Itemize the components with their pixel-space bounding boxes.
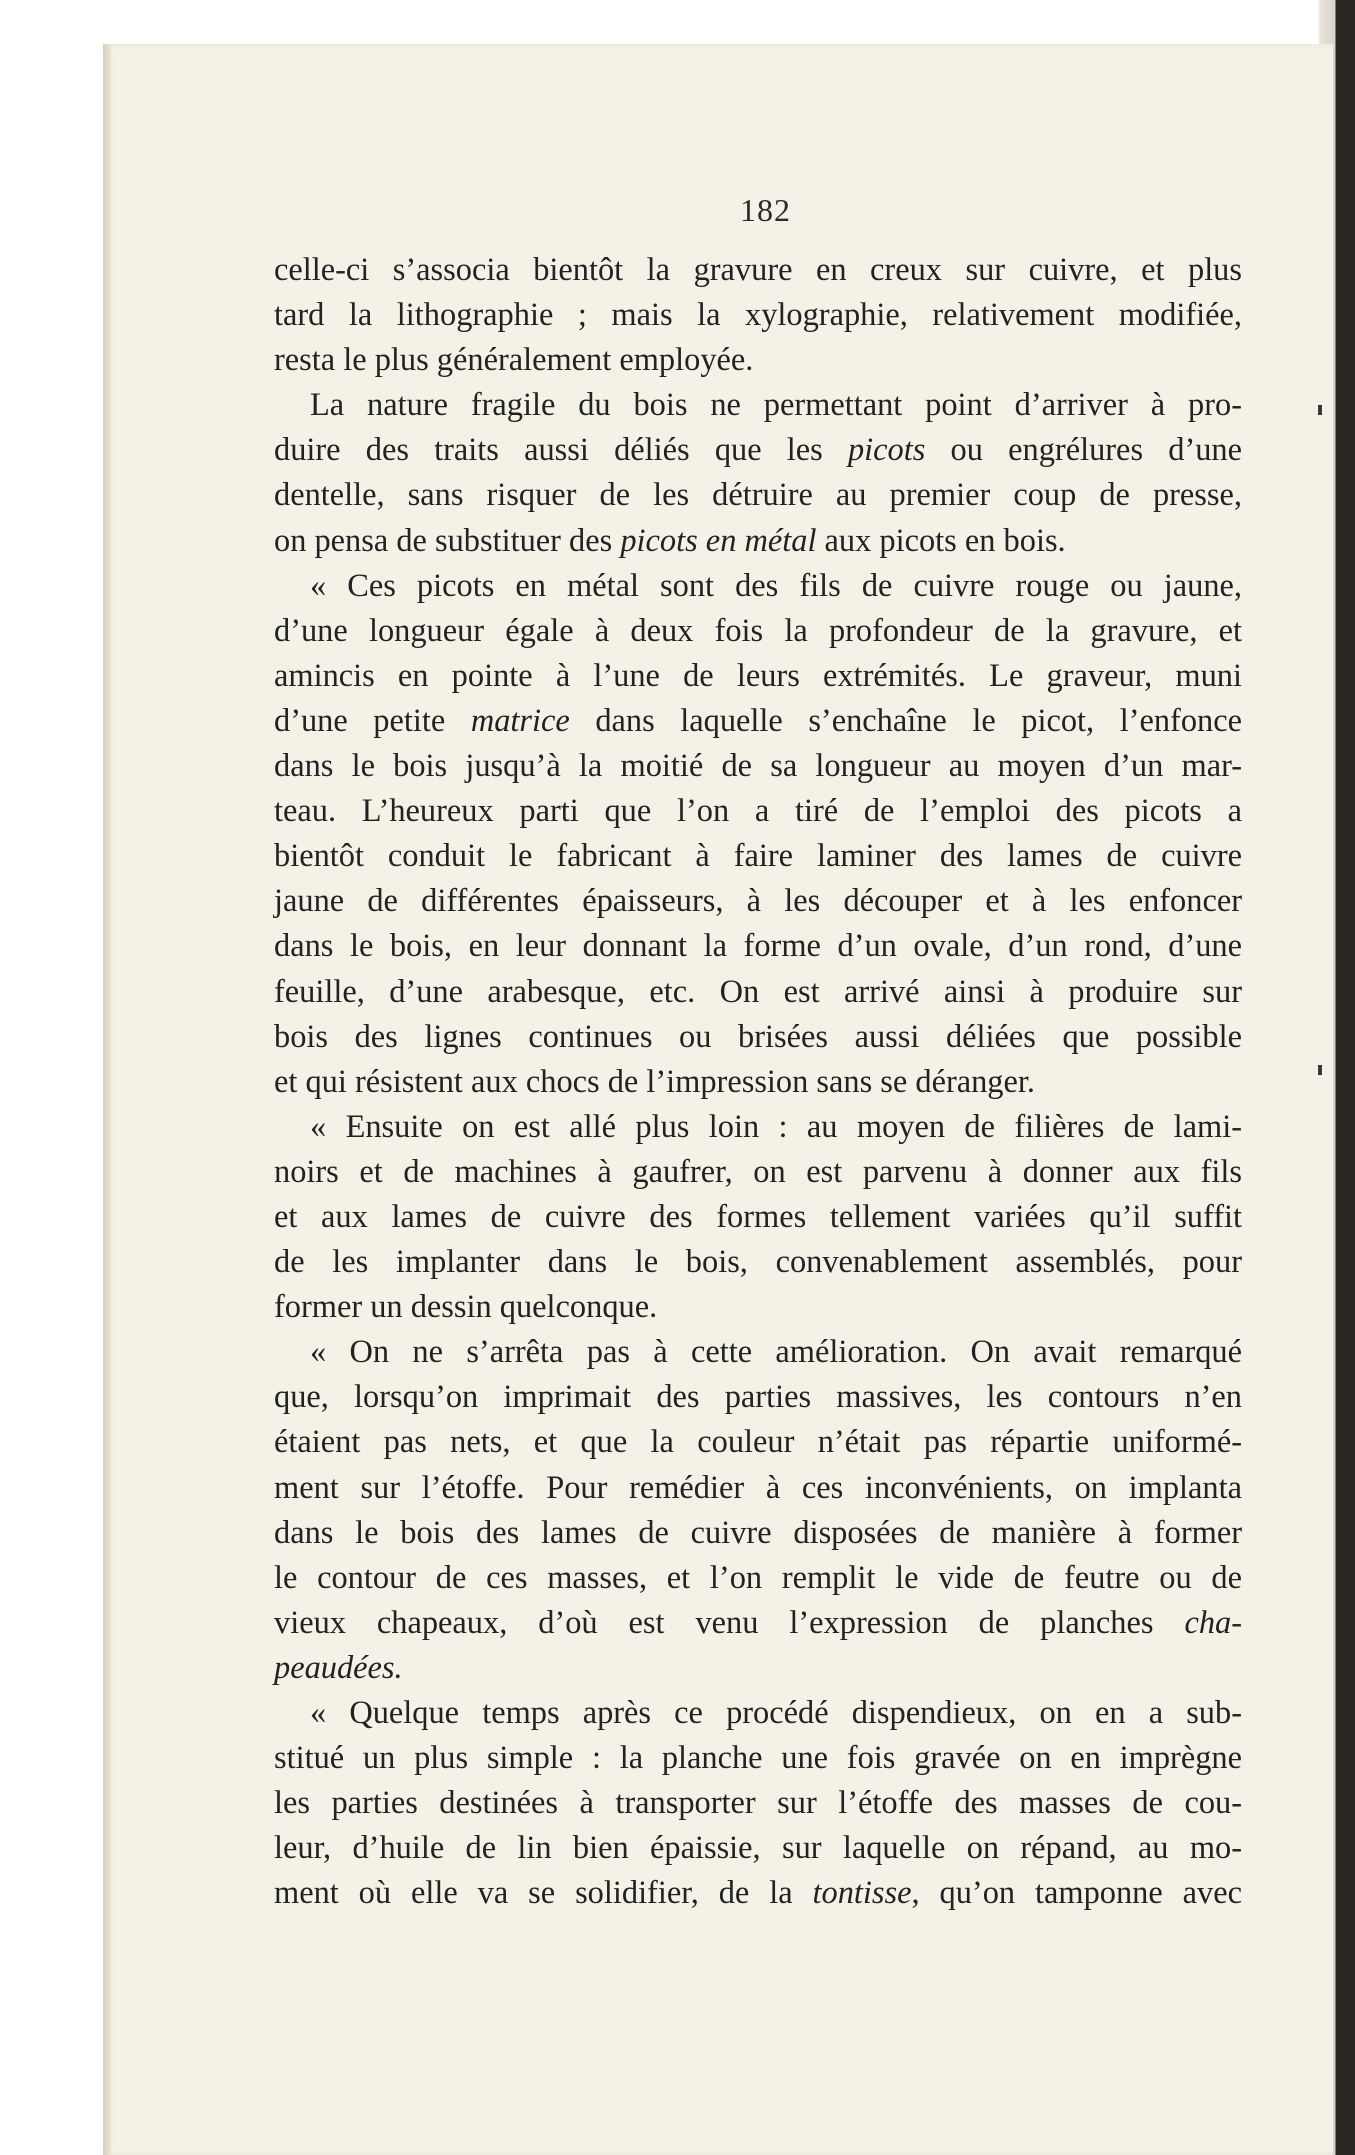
text-line: que, lorsqu’on imprimait des parties massives, les contours n’en (274, 1379, 1242, 1416)
text-line: noirs et de machines à gaufrer, on est parvenu à donner aux fils (274, 1153, 1242, 1190)
text-line: d’une longueur égale à deux fois la profondeur de la gravure, et (274, 612, 1242, 649)
text-line: leur, d’huile de lin bien épaissie, sur laquelle on répand, au mo- (274, 1830, 1242, 1867)
text-line: les parties destinées à transporter sur l’étoffe des masses de cou- (274, 1785, 1242, 1822)
text-line: et aux lames de cuivre des formes tellement variées qu’il suffit (274, 1198, 1242, 1235)
text-run: d’une petite (274, 702, 471, 739)
text-line: « Ces picots en métal sont des fils de cuivre rouge ou jaune, (310, 567, 1242, 604)
text-line (274, 1646, 1242, 1691)
text-line (274, 699, 1242, 744)
text-line (274, 428, 1242, 473)
text-line: feuille, d’une arabesque, etc. On est arrivé ainsi à produire sur (274, 973, 1242, 1010)
text-line (274, 1871, 1242, 1916)
text-line: « Ensuite on est allé plus loin : au moyen de filières de lami- (310, 1108, 1242, 1145)
margin-speck (1318, 405, 1322, 415)
text-run: dans laquelle s’enchaîne le picot, l’enfonce (569, 702, 1242, 739)
text-line: de les implanter dans le bois, convenablement assemblés, pour (274, 1244, 1242, 1281)
text-line: amincis en pointe à l’une de leurs extrémités. Le graveur, muni (274, 657, 1242, 694)
text-line: dans le bois jusqu’à la moitié de sa longueur au moyen d’un mar- (274, 748, 1242, 785)
text-line: dentelle, sans risquer de les détruire au premier coup de presse, (274, 477, 1242, 514)
text-line: La nature fragile du bois ne permettant point d’arriver à pro- (310, 387, 1242, 424)
margin-speck (1318, 1065, 1322, 1075)
text-line: « Quelque temps après ce procédé dispendieux, on en a sub- (310, 1695, 1242, 1731)
italic-term: peaudées. (274, 1649, 403, 1686)
text-line: dans le bois des lames de cuivre disposées de manière à former (274, 1514, 1242, 1551)
text-line (274, 1601, 1242, 1646)
text-run: duire des traits aussi déliés que les (274, 432, 848, 469)
text-line: former un dessin quelconque. (274, 1289, 658, 1326)
text-line: le contour de ces masses, et l’on remplit le vide de feutre ou de (274, 1559, 1242, 1596)
page-number: 182 (740, 192, 791, 228)
text-line: celle-ci s’associa bientôt la gravure en creux sur cuivre, et plus (274, 252, 1242, 288)
text-line: bientôt conduit le fabricant à faire laminer des lames de cuivre (274, 838, 1242, 875)
italic-term: tontisse (812, 1875, 912, 1912)
text-run: on pensa de substituer des (274, 522, 621, 559)
text-line: resta le plus généralement employée. (274, 342, 754, 379)
text-line: teau. L’heureux parti que l’on a tiré de l’emploi des picots a (274, 793, 1242, 830)
text-line: ment sur l’étoffe. Pour remédier à ces inconvénients, on implanta (274, 1469, 1242, 1506)
text-line: bois des lignes continues ou brisées aussi déliées que possible (274, 1018, 1242, 1055)
text-run: vieux chapeaux, d’où est venu l’expression de planches (274, 1604, 1185, 1641)
text-line: tard la lithographie ; mais la xylographie, relativement modifiée, (274, 297, 1242, 334)
text-line (274, 519, 1242, 564)
text-run: , qu’on tamponne avec (911, 1875, 1242, 1912)
italic-term: picots en métal (620, 522, 817, 559)
text-run: ou engrélures d’une (925, 432, 1242, 469)
italic-term: picots (847, 432, 926, 469)
italic-term: cha- (1184, 1604, 1242, 1641)
text-run: ment où elle va se solidifier, de la (274, 1875, 813, 1912)
text-run: aux picots en bois. (816, 522, 1066, 559)
body-text (274, 248, 1242, 1916)
italic-term: matrice (470, 702, 570, 739)
page-gutter-edge (103, 44, 111, 2155)
text-line: dans le bois, en leur donnant la forme d’un ovale, d’un rond, d’une (274, 928, 1242, 965)
text-line: « On ne s’arrêta pas à cette amélioration. On avait remarqué (310, 1334, 1242, 1371)
text-line: et qui résistent aux chocs de l’impression sans se déranger. (274, 1063, 1035, 1100)
text-line: étaient pas nets, et que la couleur n’était pas répartie uniformé- (274, 1424, 1242, 1461)
text-line: stitué un plus simple : la planche une fois gravée on en imprègne (274, 1740, 1242, 1777)
text-line: jaune de différentes épaisseurs, à les découper et à les enfoncer (274, 883, 1242, 920)
